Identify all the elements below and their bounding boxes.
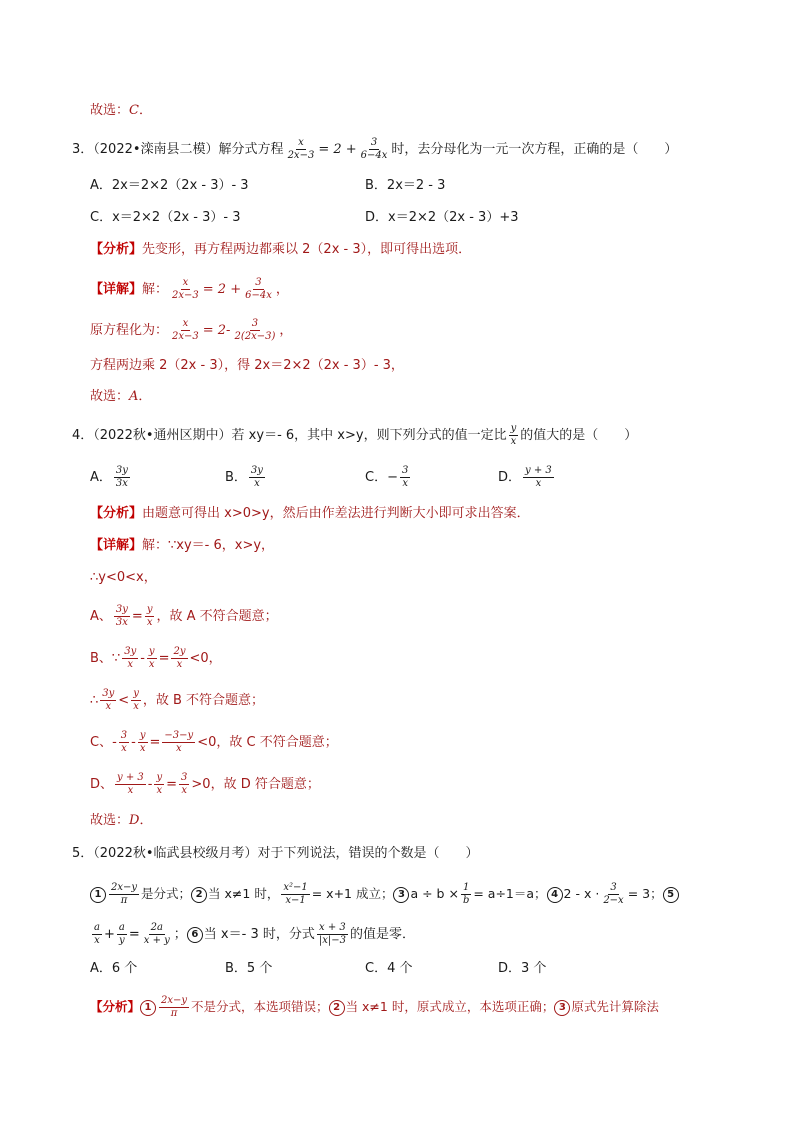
q3-detail-2: 原方程化为： $\frac{x}{2x-3}$ = 2- $\frac{3}{2(2x-3)}$ ， xyxy=(90,318,293,342)
q3-option-c: C．x＝2×2（2x - 3）- 3 xyxy=(90,210,241,225)
fraction: $\frac{y}{x}$ xyxy=(510,423,517,447)
question-source: （2022秋•临武县校级月考） xyxy=(93,846,258,861)
fraction: $\frac{3}{6-4x}$ xyxy=(360,137,388,161)
q5-statements-2: $\frac{a}{x}$ + $\frac{a}{y}$ = $\frac{2a}{x + y}$ ； 6 当 x＝- 3 时，分式 $\frac{x + 3}{|x|-3}$ 的值是零． xyxy=(94,922,415,946)
q4-detail-1: 【详解】解：∵xy＝- 6，x>y， xyxy=(90,538,275,553)
q4-detail-c: C、- $\frac{3}{x}$ - $\frac{y}{x}$ = $\frac{-3-y}{x}$ <0，故 C 不符合题意； xyxy=(90,730,338,754)
q4-detail-b2: ∴ $\frac{3y}{x}$ < $\frac{y}{x}$ ，故 B 不符合题意； xyxy=(90,688,265,712)
q3-detail-3: 方程两边乘 2（2x - 3），得 2x＝2×2（2x - 3）- 3， xyxy=(90,358,404,373)
q3-stem: 3．（2022•滦南县二模）解分式方程 $\frac{x}{2x-3}$ = 2 + $\frac{3}{6-4x}$ 时，去分母化为一元一次方程，正确的是（ ） xyxy=(72,137,678,161)
q3-option-d: D．x＝2×2（2x - 3）+3 xyxy=(365,210,519,225)
q5-stem: 5．（2022秋•临武县校级月考）对于下列说法，错误的个数是（ ） xyxy=(72,846,479,861)
q4-detail-a: A、 $\frac{3y}{3x}$ = $\frac{y}{x}$ ，故 A 不符合题意； xyxy=(90,604,278,628)
question-source: （2022秋•通州区期中） xyxy=(93,428,232,443)
q5-option-b: B．5 个 xyxy=(225,961,273,976)
q4-detail-b: B、∵ $\frac{3y}{x}$ - $\frac{y}{x}$ = $\frac{2y}{x}$ <0， xyxy=(90,646,222,670)
q3-option-a: A．2x＝2×2（2x - 3）- 3 xyxy=(90,178,249,193)
q3-answer-line: 故选：A． xyxy=(90,389,152,404)
q5-option-a: A．6 个 xyxy=(90,961,138,976)
fraction: $\frac{x}{2x-3}$ xyxy=(172,318,199,342)
q4-analysis: 【分析】由题意可得出 x>0>y，然后由作差法进行判断大小即可求出答案． xyxy=(90,506,530,521)
q4-detail-2: ∴y<0<x， xyxy=(90,570,157,585)
fraction: $\frac{3}{6-4x}$ xyxy=(245,277,272,301)
q4-option-a: A． $\frac{3y}{3x}$ xyxy=(90,465,128,489)
q4-option-c: C．− $\frac{3}{x}$ xyxy=(365,465,409,489)
q4-option-b: B． $\frac{3y}{x}$ xyxy=(225,465,263,489)
q4-detail-d: D、 $\frac{y + 3}{x}$ - $\frac{y}{x}$ = $\frac{3}{x}$ >0，故 D 符合题意； xyxy=(90,772,320,796)
q3-option-b: B．2x＝2 - 3 xyxy=(365,178,446,193)
q5-statements-1: 1 $\frac{2x-y}{\pi}$ 是分式； 2 当 x≠1 时， $\frac{\text{x²−1}}{x-1}$ = x+1 成立； 3 a ÷ b × $\frac{1}{b}$ = a÷1＝a； 4 2 - x · $\frac{3}{2-x}$ = 3； 5 xyxy=(90,882,680,907)
q4-stem: 4．（2022秋•通州区期中）若 xy＝- 6，其中 x>y，则下列分式的值一定比 $\frac{y}{x}$ 的值大的是（ ） xyxy=(72,423,638,447)
fraction: $\frac{x}{2x-3}$ xyxy=(172,277,199,301)
question-number: 5． xyxy=(72,846,94,861)
q5-analysis: 【分析】 1 $\frac{2x-y}{\pi}$ 不是分式，本选项错误； 2 当 x≠1 时，原式成立，本选项正确； 3 原式先计算除法 xyxy=(90,995,659,1019)
q4-answer-line: 故选：D． xyxy=(90,813,153,828)
q5-option-d: D．3 个 xyxy=(498,961,547,976)
q5-option-c: C．4 个 xyxy=(365,961,413,976)
q3-analysis: 【分析】先变形，再方程两边都乘以 2（2x - 3），即可得出选项． xyxy=(90,242,472,257)
question-number: 4． xyxy=(72,428,94,443)
question-source: （2022•滦南县二模） xyxy=(93,142,219,157)
q4-option-d: D． $\frac{y + 3}{x}$ xyxy=(498,465,552,489)
fraction: $\frac{3}{2(2x-3)}$ xyxy=(234,318,276,342)
q2-answer-line: 故选：C． xyxy=(90,103,152,118)
question-number: 3． xyxy=(72,142,94,157)
fraction: $\frac{x}{2x-3}$ xyxy=(287,137,315,161)
q3-detail-1: 【详解】解： $\frac{x}{2x-3}$ = 2 + $\frac{3}{6-4x}$ ， xyxy=(90,277,289,301)
